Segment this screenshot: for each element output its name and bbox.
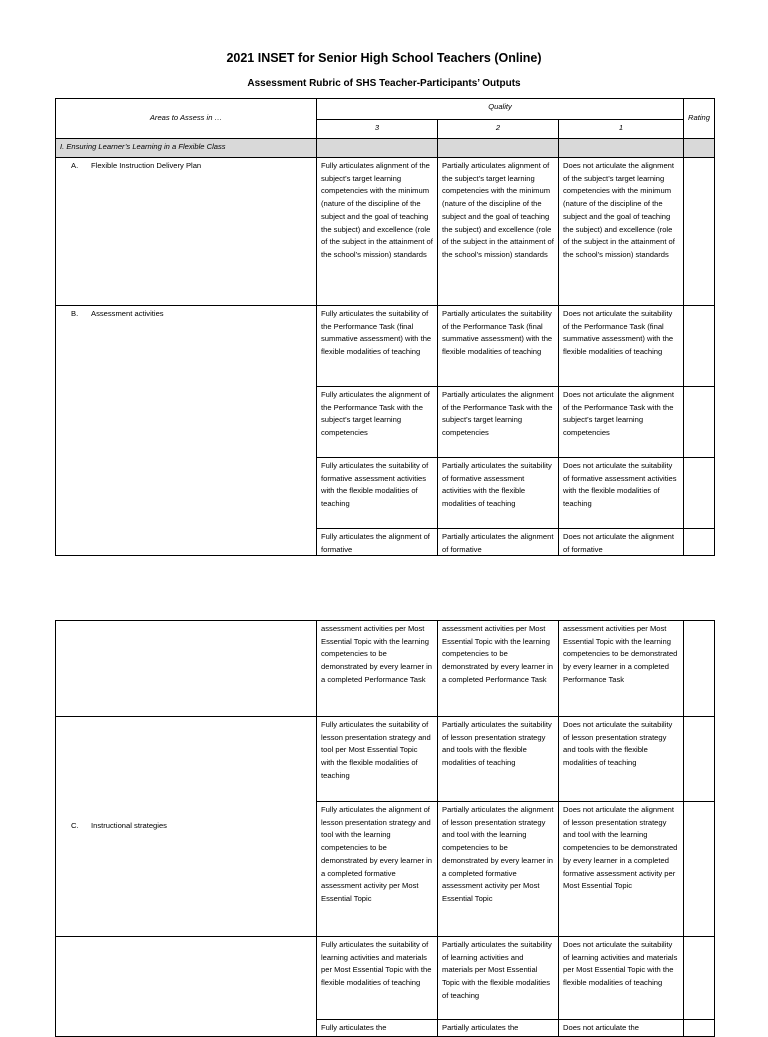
rating-header: Rating xyxy=(684,99,715,139)
level-2-cell: Partially articulates the alignment of lesson presentation strategy and tool with the learning competencies to be demonstrated by every learner in a completed formative assessment activity per Most Essential Topic xyxy=(438,802,559,937)
level-3-cell: Fully articulates the suitability of lesson presentation strategy and tool per Most Essential Topic with the flexible modalities of teaching xyxy=(317,717,438,802)
level-3-cell: Fully articulates the alignment of the Performance Task with the subject’s target learning competencies xyxy=(317,387,438,458)
level-3-text: Fully articulates the alignment of formative xyxy=(321,532,430,553)
level-2-cell xyxy=(438,529,559,556)
table-row xyxy=(56,158,715,306)
area-a xyxy=(56,158,317,306)
rating-cell xyxy=(684,158,715,306)
area-cell xyxy=(56,621,317,717)
level-2-cell: Partially articulates the suitability of formative assessment activities with the flexible modalities of teaching xyxy=(438,458,559,529)
level-3-header: 3 xyxy=(317,120,438,139)
level-2-text: Partially articulates the alignment of formative xyxy=(442,532,554,553)
level-3-cell: Fully articulates alignment of the subject’s target learning competencies with the minimum (nature of the discipline of the subject and the goal of teaching the subject) and excellence (role of the subject in the attainment of the school’s mission) standards xyxy=(317,158,438,306)
rating-cell xyxy=(684,1020,715,1037)
table-row xyxy=(56,937,715,1020)
level-3-cell: Fully articulates the suitability of formative assessment activities with the flexible modalities of teaching xyxy=(317,458,438,529)
rating-cell xyxy=(684,387,715,458)
level-1-cell: Does not articulate the suitability of learning activities and materials per Most Essential Topic with the flexible modalities of teaching xyxy=(559,937,684,1020)
rating-cell xyxy=(684,802,715,937)
area-b-label: Assessment activities xyxy=(91,309,164,318)
level-1-text: Does not articulate the alignment of formative xyxy=(563,532,675,553)
document-title: 2021 INSET for Senior High School Teachers (Online) xyxy=(226,51,542,65)
area-cell xyxy=(56,937,317,1037)
level-2-text: Partially articulates the xyxy=(442,1023,519,1032)
level-1-cell: Does not articulate the suitability of the Performance Task (final summative assessment) with the flexible modalities of teaching xyxy=(559,306,684,387)
level-2-header: 2 xyxy=(438,120,559,139)
level-2-cell xyxy=(438,1020,559,1037)
level-1-cell xyxy=(559,1020,684,1037)
level-2-cell: Partially articulates alignment of the subject’s target learning competencies with the minimum (nature of the discipline of the subject and the goal of teaching the subject) and excellence (role of the subject in the attainment of the school’s mission) standards xyxy=(438,158,559,306)
area-c-letter: C. xyxy=(71,821,79,831)
rating-cell xyxy=(684,306,715,387)
level-2-cell: Partially articulates the alignment of the Performance Task with the subject’s target learning competencies xyxy=(438,387,559,458)
section-cell xyxy=(438,139,559,158)
table-row xyxy=(56,621,715,717)
area-a-label: Flexible Instruction Delivery Plan xyxy=(91,161,202,170)
rating-cell xyxy=(684,458,715,529)
area-b-letter: B. xyxy=(71,309,79,318)
level-1-cell: Does not articulate the suitability of lesson presentation strategy and tools with the flexible modalities of teaching xyxy=(559,717,684,802)
areas-header: Areas to Assess in … xyxy=(56,99,317,139)
level-3-cell: assessment activities per Most Essential Topic with the learning competencies to be demonstrated by every learner in a completed Performance Task xyxy=(317,621,438,717)
rating-cell xyxy=(684,529,715,556)
area-b xyxy=(56,306,317,556)
level-3-cell: Fully articulates the alignment of lesson presentation strategy and tool with the learning competencies to be demonstrated by every learner in a completed formative assessment activity per Most Essential Topic xyxy=(317,802,438,937)
section-row xyxy=(56,139,715,158)
rating-cell xyxy=(684,621,715,717)
section-1-label: I. Ensuring Learner’s Learning in a Flexible Class xyxy=(56,139,317,158)
level-2-cell: Partially articulates the suitability of learning activities and materials per Most Essential Topic with the flexible modalities of teaching xyxy=(438,937,559,1020)
rating-cell xyxy=(684,937,715,1020)
level-3-text: Fully articulates the xyxy=(321,1023,387,1032)
rubric-table xyxy=(55,98,715,556)
level-2-cell: assessment activities per Most Essential Topic with the learning competencies to be demonstrated by every learner in a completed Performance Task xyxy=(438,621,559,717)
level-1-cell: Does not articulate the alignment of the Performance Task with the subject’s target learning competencies xyxy=(559,387,684,458)
section-cell xyxy=(559,139,684,158)
level-3-cell xyxy=(317,1020,438,1037)
area-a-letter: A. xyxy=(71,161,79,170)
level-3-cell xyxy=(317,529,438,556)
level-3-cell: Fully articulates the suitability of the Performance Task (final summative assessment) with the flexible modalities of teaching xyxy=(317,306,438,387)
level-1-cell: Does not articulate the alignment of lesson presentation strategy and tool with the learning competencies to be demonstrated by every learner in a completed formative assessment activity per Most Essential Topic xyxy=(559,802,684,937)
header-row xyxy=(56,99,715,120)
rating-cell xyxy=(684,717,715,802)
level-1-cell: Does not articulate the alignment of the subject’s target learning competencies with the minimum (nature of the discipline of the subject and the goal of teaching the subject) and excellence (role of the subject in the attainment of the school’s mission) standards xyxy=(559,158,684,306)
table-row xyxy=(56,306,715,387)
table-row xyxy=(56,717,715,802)
level-1-cell xyxy=(559,529,684,556)
level-1-text: Does not articulate the xyxy=(563,1023,639,1032)
level-1-cell: Does not articulate the suitability of formative assessment activities with the flexible modalities of teaching xyxy=(559,458,684,529)
quality-header: Quality xyxy=(317,99,684,120)
level-1-cell: assessment activities per Most Essential Topic with the learning competencies to be demonstrated by every learner in a completed Performance Task xyxy=(559,621,684,717)
level-2-cell: Partially articulates the suitability of the Performance Task (final summative assessment) with the flexible modalities of teaching xyxy=(438,306,559,387)
level-1-header: 1 xyxy=(559,120,684,139)
area-c-label: Instructional strategies xyxy=(91,821,167,831)
area-c xyxy=(56,717,317,937)
level-2-cell: Partially articulates the suitability of lesson presentation strategy and tools with the flexible modalities of teaching xyxy=(438,717,559,802)
document-subtitle: Assessment Rubric of SHS Teacher-Participants’ Outputs xyxy=(247,78,521,89)
section-cell xyxy=(317,139,438,158)
section-cell xyxy=(684,139,715,158)
rubric-table-continued xyxy=(55,620,715,1037)
level-3-cell: Fully articulates the suitability of learning activities and materials per Most Essential Topic with the flexible modalities of teaching xyxy=(317,937,438,1020)
